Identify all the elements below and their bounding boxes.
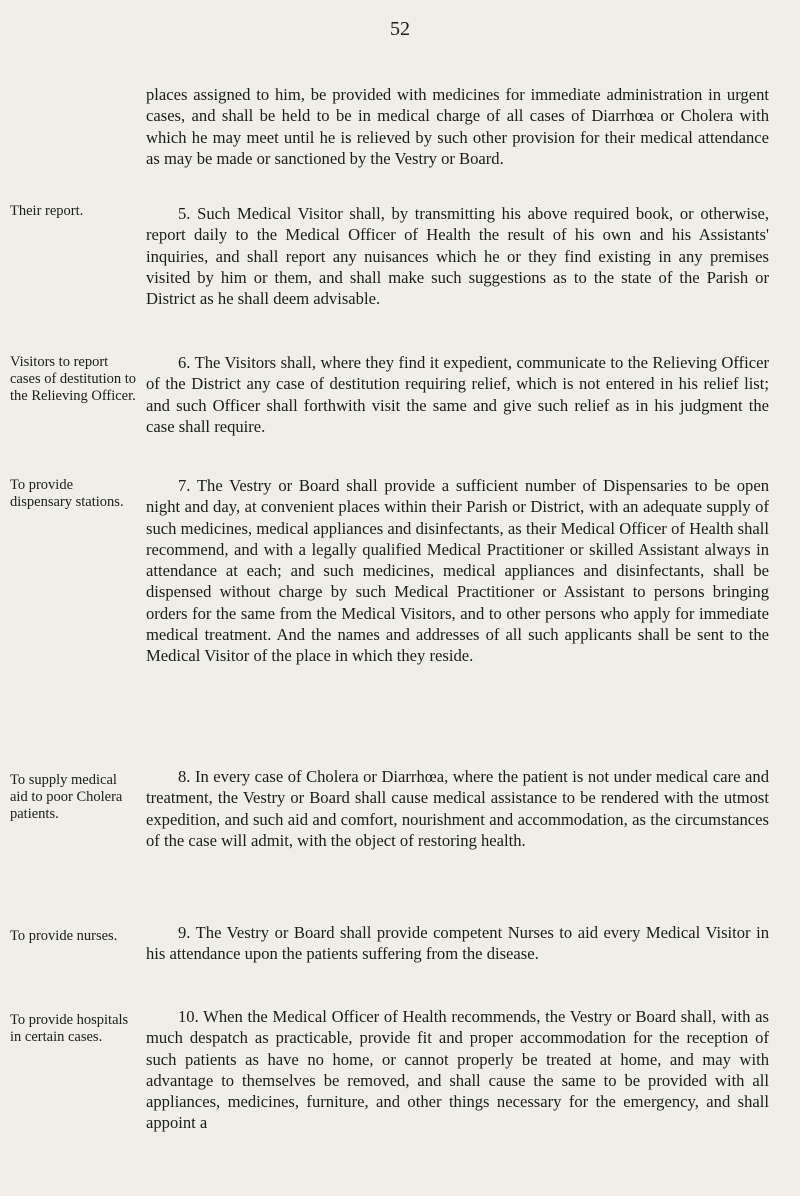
paragraph-text: 7. The Vestry or Board shall provide a sufficient number of Dispensaries to be open night and day, at convenient places within their Parish or District, with an adequate supply of such medicines, medical appliances and disinfectants, as their Medical Officer of Health shall recommend, and with a legally qualified Medical Practitioner or skilled Assistant always in attendance at each; and such medicines, medical appliances and disinfectants, shall be dispensed without charge by such Medical Practitioner or Assistant to persons bringing orders for the same from the Medical Visitors, and to other persons who apply for immediate medical treatment. And the names and addresses of all such applicants shall be sent to the Medical Visitor of the place in which they reside. xyxy=(146,476,769,666)
margin-note: To provide dispensary stations. xyxy=(10,477,124,510)
margin-note: To provide nurses. xyxy=(10,928,118,944)
margin-note: To supply medical aid to poor Cholera patients. xyxy=(10,772,123,822)
page-number: 52 xyxy=(390,18,410,40)
paragraph-text: places assigned to him, be provided with medicines for immediate administration in urgent cases, and shall be held to be in medical charge of all cases of Diarrhœa or Cholera with which he may meet until he is relieved by such other provision for their medical attendance as may be made or sanctioned by the Vestry or Board. xyxy=(146,85,769,168)
paragraph-text: 5. Such Medical Visitor shall, by transmitting his above required book, or otherwise, report daily to the Medical Officer of Health the result of his own and his Assistants' inquiries, and shall report any nuisances which he or they find existing in any premises visited by him or them, and shall make such suggestions as to the state of the Parish or District as he shall deem advisable. xyxy=(146,204,769,309)
paragraph-text: 9. The Vestry or Board shall provide competent Nurses to aid every Medical Visitor in his attendance upon the patients suffering from the disease. xyxy=(146,923,769,964)
paragraph-text: 6. The Visitors shall, where they find it expedient, communicate to the Relieving Officer of the District any case of destitution requiring relief, which is not entered in his relief list; and such Officer shall forthwith visit the same and give such relief as in his judgment the case shall require. xyxy=(146,353,769,436)
margin-note: To provide hospitals in certain cases. xyxy=(10,1012,129,1045)
paragraph-text: 8. In every case of Cholera or Diarrhœa, where the patient is not under medical care and treatment, the Vestry or Board shall cause medical assistance to be rendered with the utmost expedition, and such aid and comfort, nourishment and accommodation, as the circumstances of the case will admit, with the object of restoring health. xyxy=(146,767,769,850)
margin-note: Visitors to report cases of destitution to the Relieving Officer. xyxy=(10,354,137,404)
margin-note: Their report. xyxy=(10,203,84,219)
paragraph-text: 10. When the Medical Officer of Health recommends, the Vestry or Board shall, with as much despatch as practicable, provide fit and proper accommodation for the reception of such patients as have no home, or cannot properly be treated at home, and may with advantage to themselves be removed, and shall cause the same to be provided with all appliances, medicines, furniture, and other things necessary for the emergency, and shall appoint a xyxy=(146,1007,769,1133)
